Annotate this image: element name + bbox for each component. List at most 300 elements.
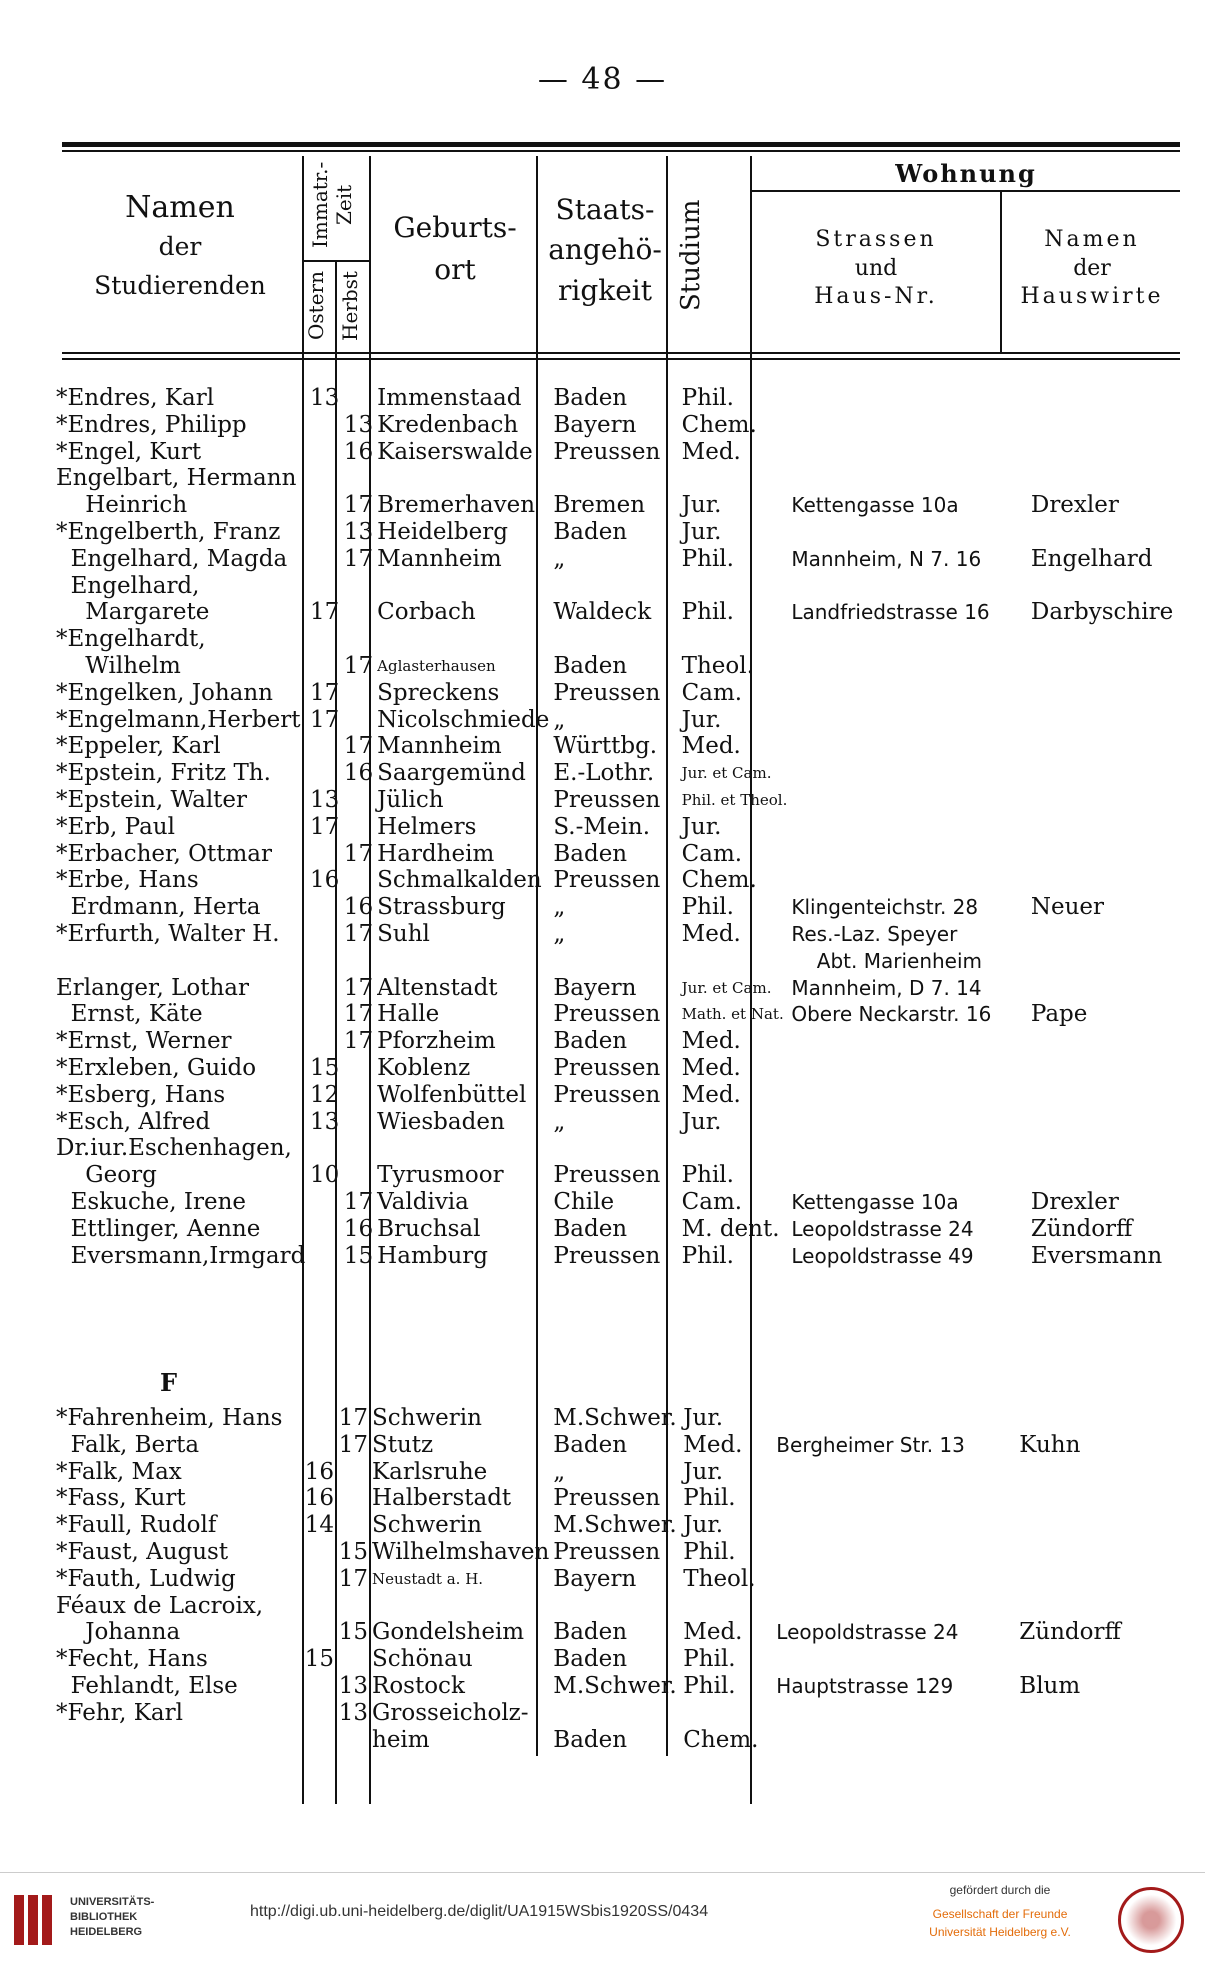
cell-col-6 <box>789 1162 1029 1189</box>
cell-col-5: Jur. <box>683 1512 724 1539</box>
table-row <box>54 1405 1196 1432</box>
cell-col-2 <box>341 948 375 975</box>
cell-col-5: Phil. <box>683 1646 736 1673</box>
cell-col-3: Neustadt a. H. <box>372 1569 484 1588</box>
cell-col-3: Kaiserswalde <box>377 438 533 465</box>
cell-col-2: 16 <box>343 894 374 921</box>
header-wirte-1: Namen <box>1044 227 1140 252</box>
cell-col-2: 13 <box>343 518 374 545</box>
cell-col-1 <box>307 492 341 519</box>
cell-col-5: Med. <box>683 1431 743 1458</box>
cell-col-0: *Erfurth, Walter H. <box>56 920 280 947</box>
cell-col-3 <box>375 1135 551 1162</box>
table-row <box>54 1001 1205 1028</box>
table-row <box>54 760 1205 787</box>
cell-col-7 <box>1029 1109 1205 1136</box>
cell-col-6 <box>789 733 1029 760</box>
cell-col-7 <box>1029 948 1205 975</box>
cell-col-5: Theol. <box>683 1565 756 1592</box>
cell-col-7: Drexler <box>1030 492 1119 519</box>
cell-col-1 <box>307 1189 341 1216</box>
table-row <box>54 1673 1196 1700</box>
header-geburtsort <box>375 210 535 289</box>
cell-col-0: *Falk, Max <box>56 1458 182 1485</box>
table-row <box>54 519 1205 546</box>
cell-col-0 <box>54 948 307 975</box>
cell-col-1: 14 <box>304 1512 334 1539</box>
table-row <box>54 894 1205 921</box>
cell-col-0: Engelhard, <box>56 572 200 599</box>
header-names <box>70 188 290 302</box>
cell-col-5 <box>681 1593 774 1620</box>
cell-col-0: Eversmann,Irmgard <box>56 1242 306 1269</box>
cell-col-5 <box>681 1700 774 1727</box>
cell-col-4 <box>551 626 679 653</box>
cell-col-4: Bremen <box>553 492 646 519</box>
cell-col-7 <box>1029 412 1205 439</box>
cell-col-6: Mannheim, N 7. 16 <box>791 546 982 571</box>
cell-col-1: 17 <box>309 599 340 626</box>
cell-col-4: Preussen <box>553 1162 661 1189</box>
cell-col-5: Chem. <box>681 411 757 438</box>
cell-col-7 <box>1017 1727 1196 1754</box>
cell-col-4: Preussen <box>553 1001 661 1028</box>
cell-col-4: Bayern <box>553 974 637 1001</box>
cell-col-2: 17 <box>343 733 374 760</box>
cell-col-5: Chem. <box>681 867 757 894</box>
cell-col-7: Darbyschire <box>1030 599 1174 626</box>
cell-col-6 <box>789 1109 1029 1136</box>
cell-col-6 <box>789 680 1029 707</box>
cell-col-0: *Faull, Rudolf <box>56 1512 217 1539</box>
table-row <box>54 546 1205 573</box>
cell-col-7: Drexler <box>1030 1188 1119 1215</box>
cell-col-7 <box>1029 626 1205 653</box>
cell-col-5: Med. <box>681 1028 741 1055</box>
cell-col-3: Valdivia <box>377 1188 469 1215</box>
table-row <box>54 733 1205 760</box>
cell-col-1 <box>307 760 341 787</box>
cell-col-2: 17 <box>343 840 374 867</box>
cell-col-7 <box>1029 465 1205 492</box>
cell-col-4: M.Schwer. <box>553 1512 677 1539</box>
cell-col-7 <box>1017 1485 1196 1512</box>
cell-col-0: Wilhelm <box>56 652 181 679</box>
cell-col-6: Leopoldstrasse 24 <box>791 1216 974 1241</box>
cell-col-2: 17 <box>343 974 374 1001</box>
cell-col-1 <box>302 1432 336 1459</box>
cell-col-6 <box>789 465 1029 492</box>
cell-col-3: Wilhelmshaven <box>372 1538 550 1565</box>
header-wohnung: Wohnung <box>895 159 1037 188</box>
cell-col-7 <box>1017 1646 1196 1673</box>
cell-col-1 <box>302 1700 336 1727</box>
cell-col-7 <box>1029 707 1205 734</box>
cell-col-3: Immenstaad <box>377 385 522 411</box>
cell-col-1 <box>307 573 341 600</box>
cell-col-5: Med. <box>681 1054 741 1081</box>
cell-col-6 <box>789 814 1029 841</box>
header-geburtsort-2: ort <box>434 253 476 287</box>
cell-col-3: Spreckens <box>377 679 500 706</box>
table-row <box>54 573 1205 600</box>
cell-col-0: *Ernst, Werner <box>56 1028 232 1055</box>
cell-col-5: Med. <box>681 438 741 465</box>
top-thin-rule <box>62 150 1180 152</box>
cell-col-2: 13 <box>343 411 374 438</box>
cell-col-3: Schwerin <box>372 1405 482 1431</box>
table-row <box>54 1485 1196 1512</box>
cell-col-2: 17 <box>343 1028 374 1055</box>
table-row <box>54 1646 1196 1673</box>
cell-col-7: Neuer <box>1030 894 1105 921</box>
cell-col-1: 15 <box>309 1054 340 1081</box>
cell-col-7 <box>1029 653 1205 680</box>
cell-col-7 <box>1029 975 1205 1002</box>
table-row <box>54 1082 1205 1109</box>
cell-col-4: Preussen <box>553 438 661 465</box>
cell-col-6 <box>789 760 1029 787</box>
cell-col-2 <box>336 1512 370 1539</box>
cell-col-3: Gondelsheim <box>372 1619 525 1646</box>
cell-col-5: Math. et Nat. <box>681 1005 784 1024</box>
cell-col-7 <box>1029 921 1205 948</box>
cell-col-2: 15 <box>343 1242 374 1269</box>
cell-col-7: Zündorff <box>1030 1215 1133 1242</box>
cell-col-1 <box>307 841 341 868</box>
cell-col-0: *Fauth, Ludwig <box>56 1565 236 1592</box>
cell-col-5: Phil. <box>683 1485 736 1512</box>
cell-col-4: Bayern <box>553 411 637 438</box>
cell-col-4: Preussen <box>553 679 661 706</box>
cell-col-0: Féaux de Lacroix, <box>56 1592 264 1619</box>
cell-col-0: *Epstein, Walter <box>56 786 248 813</box>
cell-col-2: 17 <box>343 545 374 572</box>
cell-col-3: Wolfenbüttel <box>377 1081 527 1108</box>
register-table-e <box>54 385 1205 1269</box>
cell-col-1: 16 <box>309 867 340 894</box>
cell-col-6 <box>789 519 1029 546</box>
cell-col-6 <box>774 1512 1017 1539</box>
cell-col-3 <box>375 573 551 600</box>
cell-col-1 <box>307 412 341 439</box>
cell-col-0: Fehlandt, Else <box>56 1672 238 1699</box>
cell-col-4 <box>551 948 679 975</box>
cell-col-4: „ <box>553 894 566 921</box>
cell-col-2 <box>341 867 375 894</box>
cell-col-6: Res.-Laz. Speyer <box>791 921 958 946</box>
cell-col-5 <box>680 948 790 975</box>
cell-col-5 <box>680 573 790 600</box>
library-name <box>70 1895 154 1940</box>
cell-col-0: *Endres, Karl <box>56 385 215 411</box>
table-row <box>54 1593 1196 1620</box>
header-wirte-3: Hauswirte <box>1020 284 1164 310</box>
cell-col-3 <box>375 948 551 975</box>
cell-col-4: Baden <box>553 1028 628 1055</box>
header-strassen-2: und <box>854 255 898 281</box>
cell-col-4: M.Schwer. <box>553 1405 677 1431</box>
cell-col-0: *Eppeler, Karl <box>56 733 221 760</box>
cell-col-6 <box>774 1727 1017 1754</box>
cell-col-4: Preussen <box>553 867 661 894</box>
cell-col-4: Baden <box>553 652 628 679</box>
cell-col-6 <box>789 787 1029 814</box>
header-ostern: Ostern <box>304 271 328 341</box>
header-namen: Namen <box>125 190 235 225</box>
cell-col-7 <box>1029 439 1205 466</box>
cell-col-5: Med. <box>681 1081 741 1108</box>
cell-col-0: *Esch, Alfred <box>56 1108 211 1135</box>
header-strassen <box>752 226 1000 312</box>
cell-col-2: 16 <box>343 438 374 465</box>
table-row <box>54 1243 1205 1270</box>
cell-col-2 <box>341 1135 375 1162</box>
cell-col-7 <box>1029 680 1205 707</box>
cell-col-2: 16 <box>343 760 374 787</box>
cell-col-4: Chile <box>553 1188 615 1215</box>
table-row <box>54 1216 1205 1243</box>
cell-col-3: Karlsruhe <box>372 1458 488 1485</box>
cell-col-6 <box>774 1593 1017 1620</box>
cell-col-6: Landfriedstrasse 16 <box>791 600 990 625</box>
cell-col-2 <box>341 1162 375 1189</box>
cell-col-7: Eversmann <box>1030 1242 1163 1269</box>
cell-col-5: Med. <box>683 1619 743 1646</box>
cell-col-3: Hamburg <box>377 1242 489 1269</box>
cell-col-0: Heinrich <box>56 492 188 519</box>
cell-col-1 <box>307 519 341 546</box>
cell-col-4: „ <box>553 920 566 947</box>
cell-col-7 <box>1017 1459 1196 1486</box>
cell-col-6 <box>789 385 1029 412</box>
cell-col-6 <box>789 626 1029 653</box>
cell-col-2 <box>336 1459 370 1486</box>
cell-col-5 <box>680 465 790 492</box>
table-row <box>54 1432 1196 1459</box>
cell-col-4: „ <box>553 545 566 572</box>
cell-col-5: Med. <box>681 920 741 947</box>
cell-col-7 <box>1029 1028 1205 1055</box>
cell-col-7: Kuhn <box>1019 1431 1081 1458</box>
cell-col-0: Eskuche, Irene <box>56 1188 247 1215</box>
cell-col-0: *Engelmann,Herbert <box>56 706 301 733</box>
sponsor <box>920 1881 1080 1941</box>
table-row <box>54 1619 1196 1646</box>
cell-col-0: Engelhard, Magda <box>56 545 288 572</box>
table-row <box>54 439 1205 466</box>
footer <box>0 1872 1205 1964</box>
cell-col-4: Preussen <box>553 1242 661 1269</box>
table-row <box>54 814 1205 841</box>
cell-col-6 <box>789 439 1029 466</box>
cell-col-6: Abt. Marienheim <box>791 948 983 973</box>
cell-col-4: Preussen <box>553 1054 661 1081</box>
source-url[interactable]: http://digi.ub.uni-heidelberg.de/diglit/UA1915WSbis1920SS/0434 <box>250 1903 709 1920</box>
cell-col-5: Jur. et Cam. <box>681 764 772 783</box>
cell-col-3 <box>375 626 551 653</box>
cell-col-4: Waldeck <box>553 599 652 626</box>
cell-col-2: 13 <box>338 1672 368 1699</box>
table-row <box>54 841 1205 868</box>
cell-col-7 <box>1029 760 1205 787</box>
cell-col-5: Chem. <box>683 1726 759 1753</box>
cell-col-3: Mannheim <box>377 733 502 760</box>
cell-col-2 <box>341 814 375 841</box>
cell-col-3: Helmers <box>377 813 477 840</box>
cell-col-6: Leopoldstrasse 24 <box>776 1620 959 1645</box>
table-row <box>54 599 1205 626</box>
university-seal-icon <box>1118 1887 1184 1953</box>
cell-col-7 <box>1029 867 1205 894</box>
header-staat-1: Staats- <box>555 193 655 226</box>
cell-col-6 <box>789 1055 1029 1082</box>
cell-col-4 <box>551 573 679 600</box>
cell-col-3: Jülich <box>377 786 444 813</box>
cell-col-1: 17 <box>309 813 340 840</box>
cell-col-0: *Erxleben, Guido <box>56 1054 257 1081</box>
cell-col-7 <box>1029 1082 1205 1109</box>
cell-col-3: Halberstadt <box>372 1485 512 1512</box>
cell-col-3: Bremerhaven <box>377 492 536 519</box>
cell-col-0: *Erbacher, Ottmar <box>56 840 272 867</box>
cell-col-0: *Faust, August <box>56 1538 229 1565</box>
cell-col-7 <box>1017 1539 1196 1566</box>
cell-col-5: Jur. <box>683 1458 724 1485</box>
cell-col-4: S.-Mein. <box>553 813 651 840</box>
cell-col-0: *Erb, Paul <box>56 813 175 840</box>
cell-col-5: Cam. <box>681 840 743 867</box>
cell-col-5: Jur. <box>681 1108 722 1135</box>
cell-col-4: Baden <box>553 1215 628 1242</box>
cell-col-4 <box>551 1593 681 1620</box>
cell-col-3 <box>370 1593 551 1620</box>
table-row <box>54 1512 1196 1539</box>
cell-col-2 <box>336 1646 370 1673</box>
cell-col-1 <box>302 1673 336 1700</box>
cell-col-1 <box>307 975 341 1002</box>
cell-col-4 <box>551 1700 681 1727</box>
cell-col-7 <box>1017 1700 1196 1727</box>
header-bottom-rule <box>62 352 1180 354</box>
header-herbst: Herbst <box>338 271 362 341</box>
cell-col-2: 16 <box>343 1215 374 1242</box>
table-row <box>54 921 1205 948</box>
sponsor-line-2: Gesellschaft der Freunde <box>932 1907 1068 1921</box>
cell-col-4: „ <box>553 1108 566 1135</box>
cell-col-3: Heidelberg <box>377 518 508 545</box>
sponsor-line-1: gefördert durch die <box>949 1883 1051 1897</box>
cell-col-3: Wiesbaden <box>377 1108 505 1135</box>
cell-col-0: Georg <box>56 1162 157 1189</box>
cell-col-0: *Engelberth, Franz <box>56 518 281 545</box>
header-bottom-rule-2 <box>62 358 1180 360</box>
cell-col-1 <box>307 1028 341 1055</box>
cell-col-7 <box>1029 573 1205 600</box>
cell-col-6 <box>774 1459 1017 1486</box>
cell-col-6 <box>789 1082 1029 1109</box>
cell-col-3: Nicolschmiede <box>377 706 550 733</box>
cell-col-5: Phil. <box>681 1162 734 1189</box>
cell-col-3: Kredenbach <box>377 411 519 438</box>
cell-col-1: 17 <box>309 679 340 706</box>
cell-col-2 <box>336 1727 370 1754</box>
cell-col-1 <box>302 1405 336 1432</box>
cell-col-6 <box>789 412 1029 439</box>
cell-col-1: 15 <box>304 1646 334 1673</box>
cell-col-6: Kettengasse 10a <box>791 1189 959 1214</box>
cell-col-5: Theol. <box>681 652 754 679</box>
cell-col-4: Baden <box>553 1431 628 1458</box>
cell-col-1 <box>307 546 341 573</box>
cell-col-3: Aglasterhausen <box>377 656 496 675</box>
cell-col-7 <box>1029 1162 1205 1189</box>
cell-col-2 <box>341 573 375 600</box>
cell-col-1: 12 <box>309 1081 340 1108</box>
cell-col-5: Jur. <box>681 492 722 519</box>
cell-col-1 <box>307 1001 341 1028</box>
cell-col-2: 17 <box>343 492 374 519</box>
cell-col-7 <box>1017 1566 1196 1593</box>
cell-col-2 <box>341 626 375 653</box>
table-row <box>54 492 1205 519</box>
cell-col-4: „ <box>553 706 566 733</box>
table-row <box>54 1700 1196 1727</box>
cell-col-2 <box>341 1055 375 1082</box>
cell-col-6 <box>774 1646 1017 1673</box>
section-letter-f: F <box>160 1368 178 1397</box>
cell-col-1 <box>302 1593 336 1620</box>
table-row <box>54 1566 1196 1593</box>
cell-col-2 <box>341 385 375 412</box>
cell-col-2 <box>341 787 375 814</box>
cell-col-1 <box>307 439 341 466</box>
cell-col-3: Grosseicholz- <box>372 1699 529 1726</box>
cell-col-5: Phil. et Theol. <box>681 790 788 809</box>
cell-col-1 <box>307 1243 341 1270</box>
cell-col-0 <box>54 1727 302 1754</box>
cell-col-1: 10 <box>309 1162 340 1189</box>
cell-col-3: Strassburg <box>377 894 506 921</box>
cell-col-3 <box>375 465 551 492</box>
cell-col-7 <box>1017 1512 1196 1539</box>
table-row <box>54 1135 1205 1162</box>
cell-col-4: Bayern <box>553 1565 637 1592</box>
cell-col-7: Engelhard <box>1030 545 1153 572</box>
header-der: der <box>158 232 202 261</box>
cell-col-0: *Fahrenheim, Hans <box>56 1405 283 1431</box>
table-row <box>54 412 1205 439</box>
cell-col-3: Tyrusmoor <box>377 1162 504 1189</box>
cell-col-4: Preussen <box>553 1538 661 1565</box>
table-row <box>54 975 1205 1002</box>
cell-col-0: *Fass, Kurt <box>56 1485 186 1512</box>
cell-col-5: Phil. <box>681 1242 734 1269</box>
cell-col-5: Jur. <box>681 813 722 840</box>
cell-col-7 <box>1029 787 1205 814</box>
cell-col-5: Jur. <box>681 518 722 545</box>
cell-col-3: heim <box>372 1726 430 1753</box>
library-name-3: HEIDELBERG <box>70 1926 143 1938</box>
cell-col-7 <box>1017 1593 1196 1620</box>
cell-col-2: 15 <box>338 1538 368 1565</box>
cell-col-0: Erdmann, Herta <box>56 894 261 921</box>
library-logo-icon <box>10 1889 60 1949</box>
cell-col-2 <box>341 707 375 734</box>
table-row <box>54 1459 1196 1486</box>
table-row <box>54 680 1205 707</box>
cell-col-0: Margarete <box>56 599 210 626</box>
